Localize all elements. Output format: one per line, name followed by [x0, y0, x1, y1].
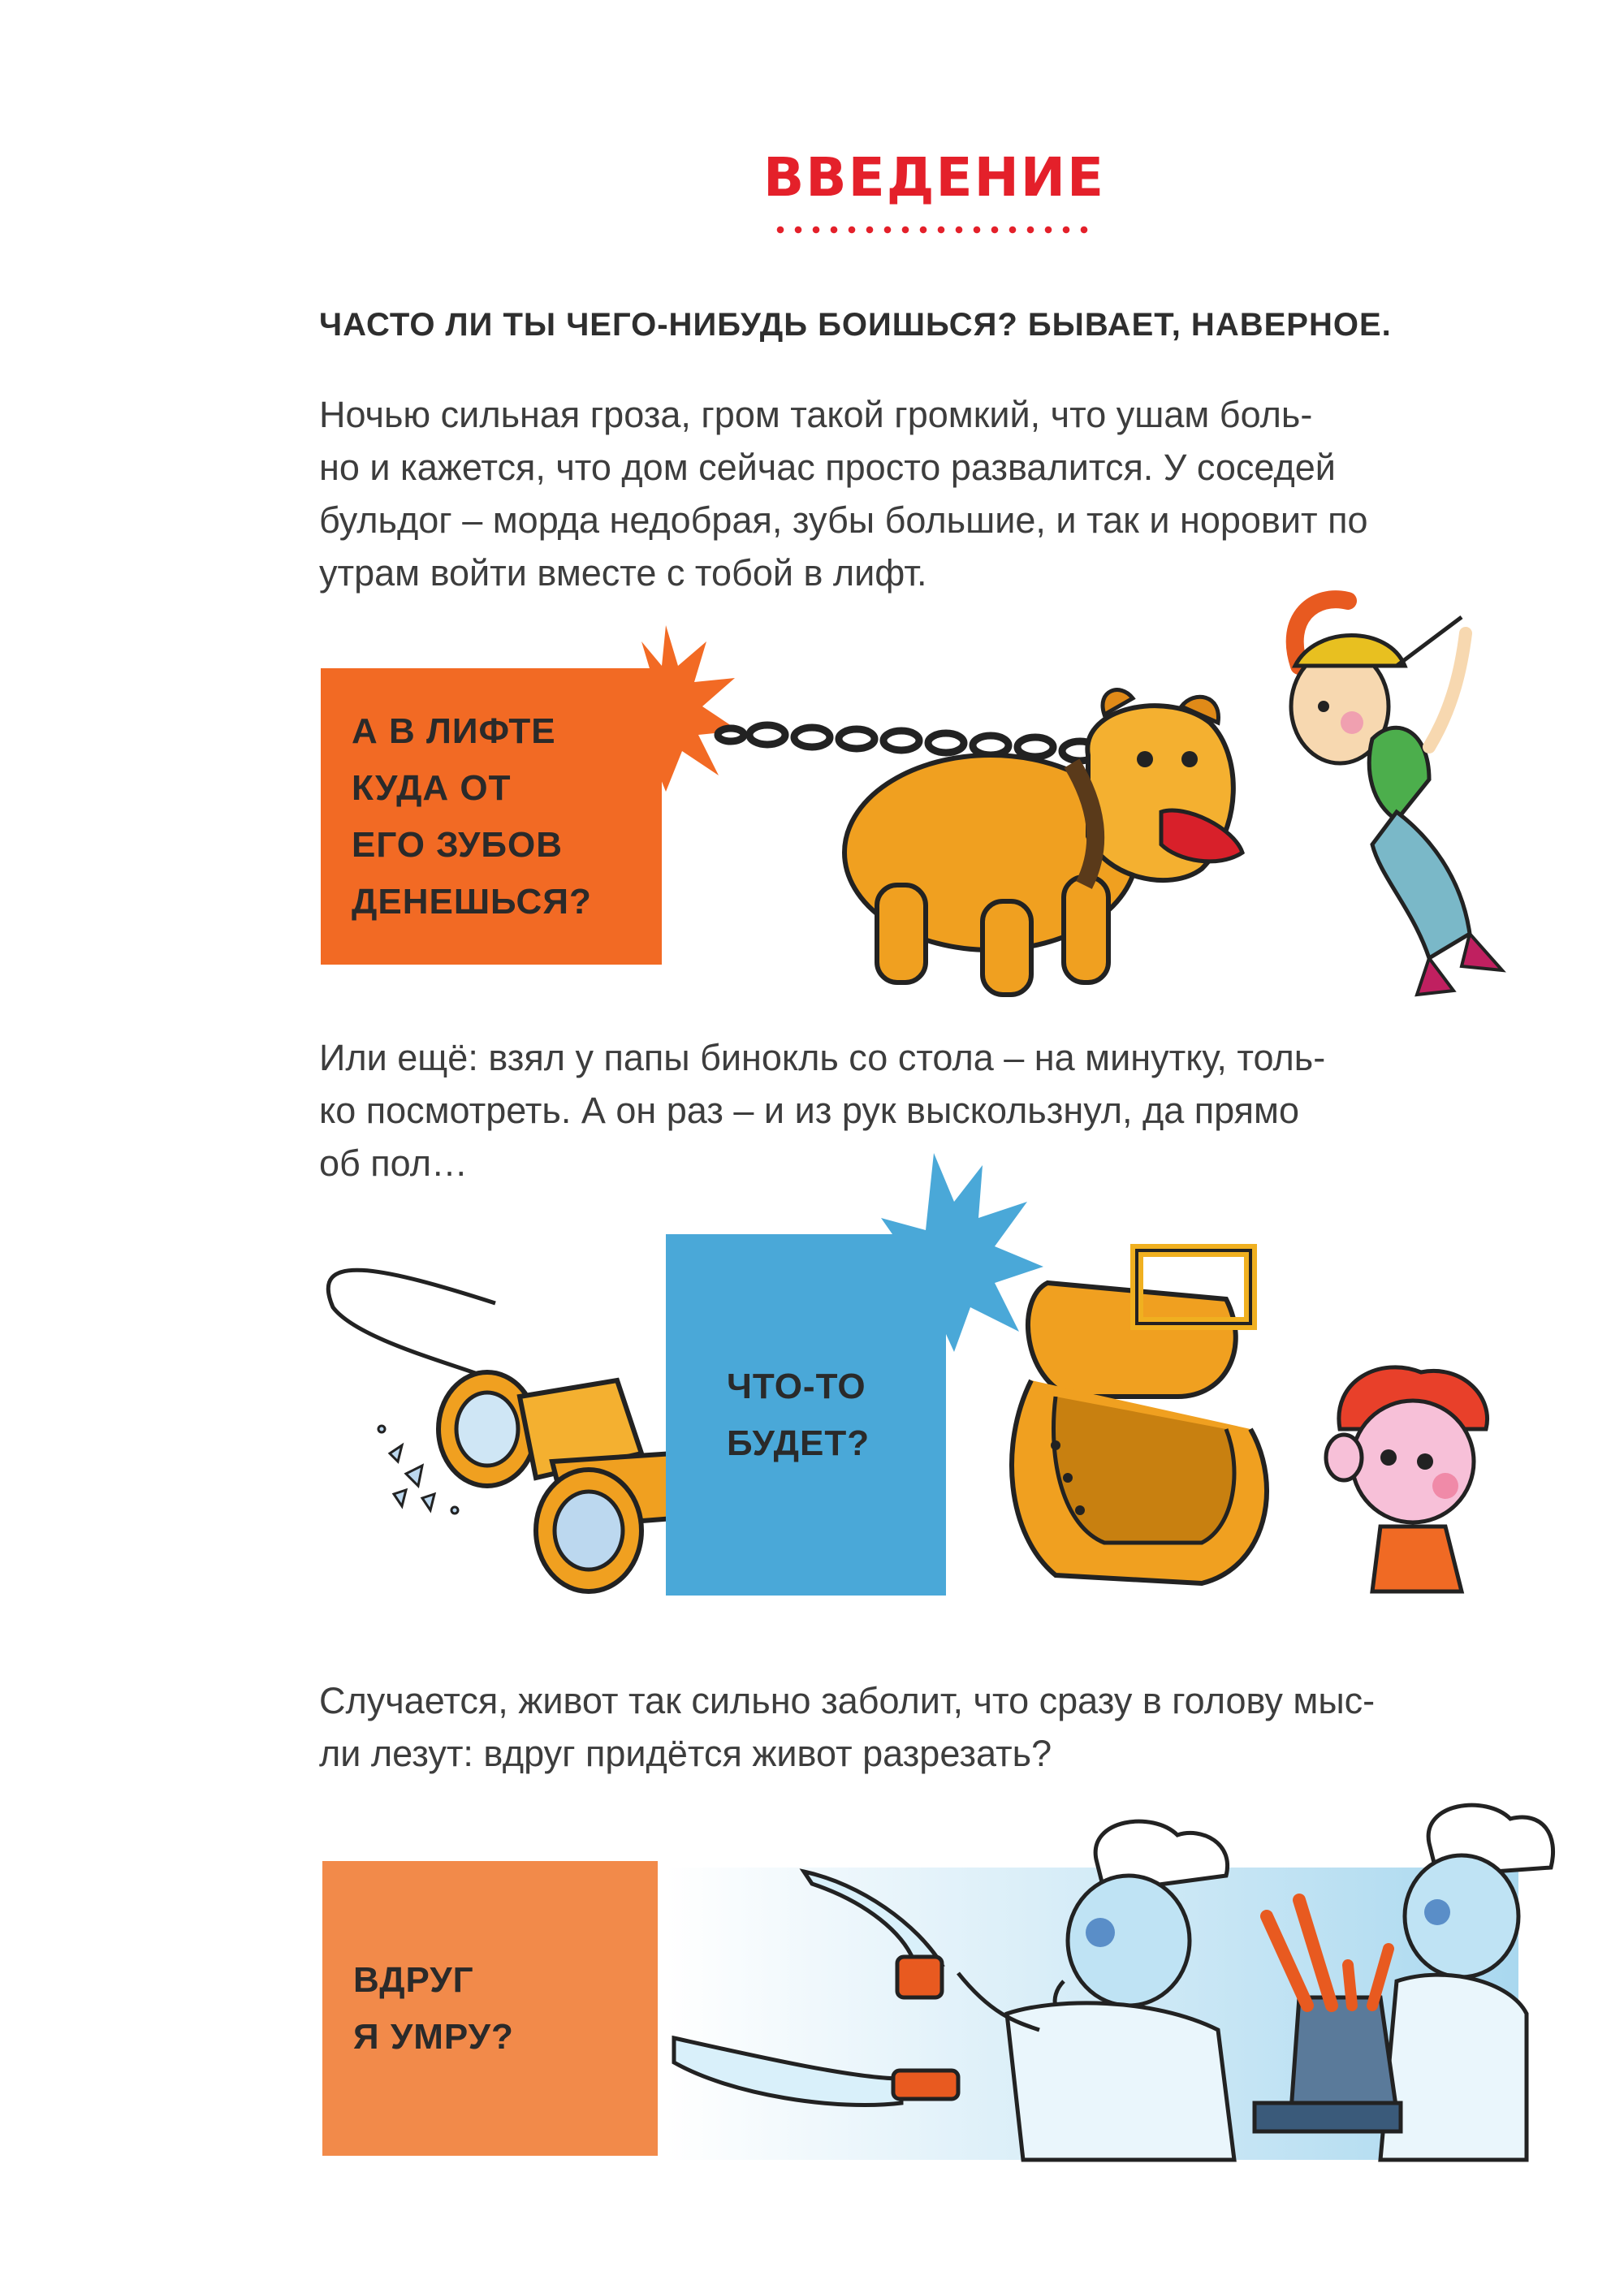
paragraph-binoculars: Или ещё: взял у папы бинокль со стола – на минутку, толь- ко посмотреть. А он раз – и из рук выскользнул, да прямо об пол… [319, 1037, 1326, 1184]
paragraph-stomach: Случается, живот так сильно заболит, что сразу в голову мыс- ли лезут: вдруг придётся живот разрезать? [319, 1680, 1376, 1774]
callout-text-will-i-die: ВДРУГ Я УМРУ? [353, 1959, 514, 2057]
callout-text-elevator: А В ЛИФТЕ КУДА ОТ ЕГО ЗУБОВ ДЕНЕШЬСЯ? [352, 710, 592, 922]
lead-question: ЧАСТО ЛИ ТЫ ЧЕГО-НИБУДЬ БОИШЬСЯ? БЫВАЕТ, НАВЕРНОЕ. [319, 307, 1392, 343]
callout-text-something-will-happen: ЧТО-ТО БУДЕТ? [727, 1366, 870, 1463]
paragraph-storm-bulldog: Ночью сильная гроза, гром такой громкий, что ушам боль- но и кажется, что дом сейчас просто развалится. У соседей бульдог – морда недобрая, зубы большие, и так и норовит по утрам войти вместе с тобой в лифт. [319, 394, 1368, 594]
cook-right-icon [1380, 1805, 1553, 2160]
callout-box-will-i-die [322, 1861, 658, 2156]
page-title: ВВЕДЕНИЕ [763, 146, 1106, 209]
